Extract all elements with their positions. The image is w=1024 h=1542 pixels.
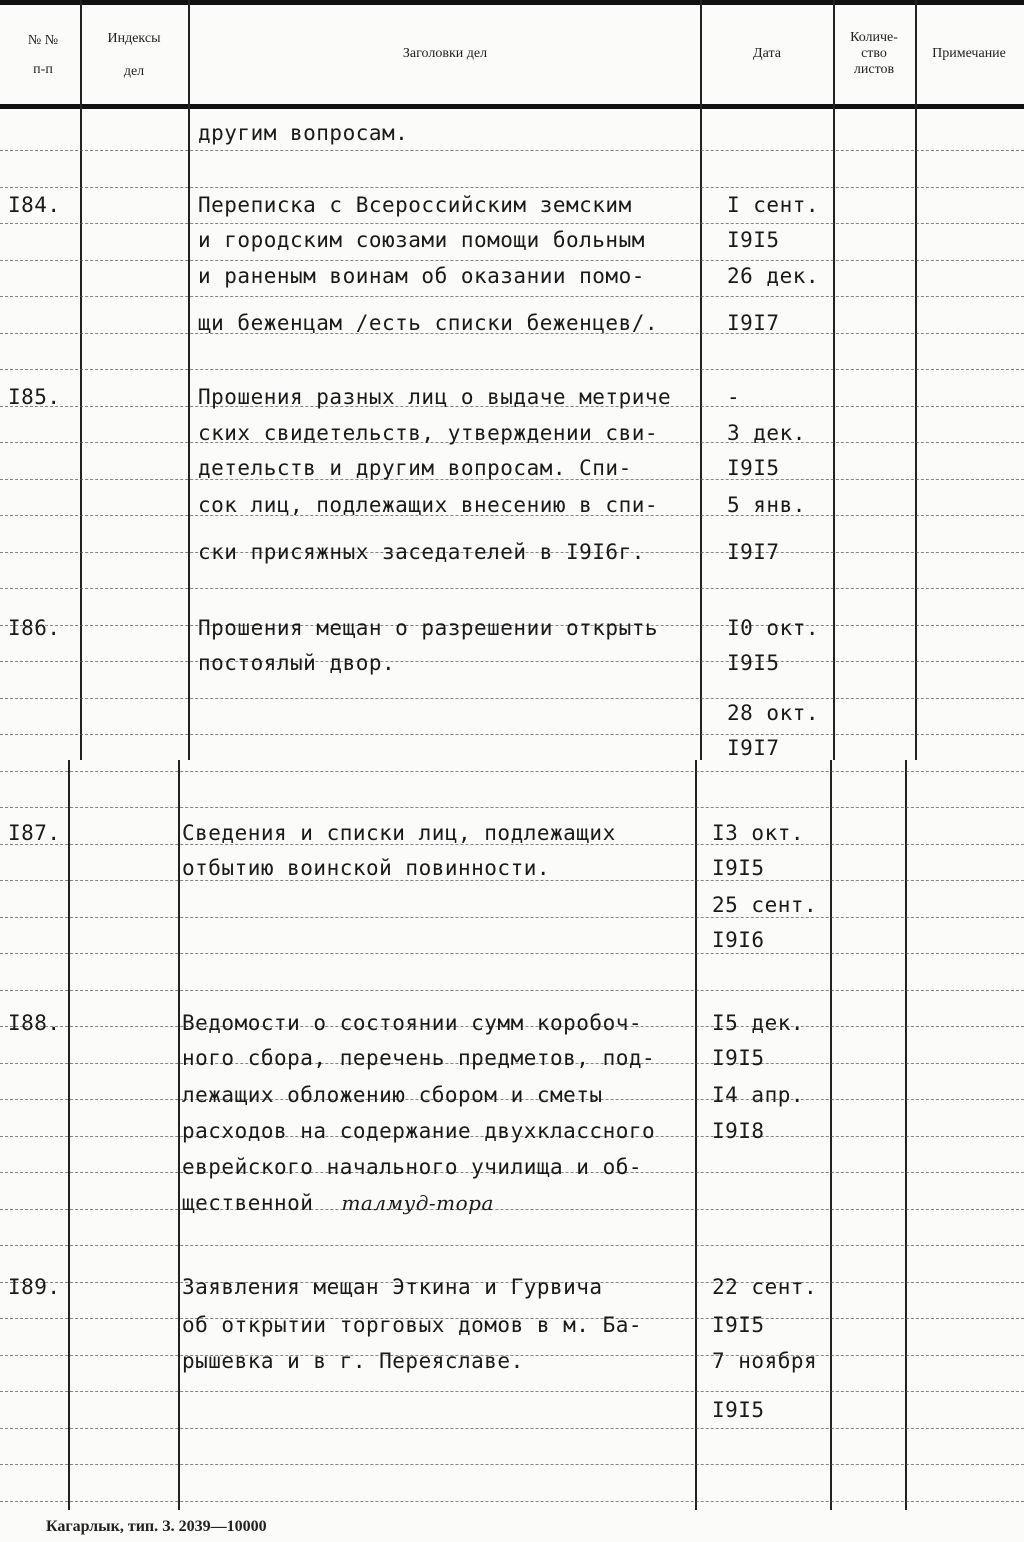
entry-date: 7 ноября xyxy=(712,1349,818,1373)
entry-date: I9I5 xyxy=(712,1046,765,1070)
row-rule xyxy=(0,917,1024,919)
row-rule xyxy=(0,807,1024,809)
row-rule xyxy=(0,990,1024,992)
entry-number: I84. xyxy=(8,193,61,217)
entry-date: - xyxy=(727,385,741,409)
entry-date: I0 окт. xyxy=(727,616,820,640)
row-rule xyxy=(0,1209,1024,1211)
entry-title-line: Сведения и списки лиц, подлежащих xyxy=(182,821,616,845)
entry-title-line: еврейского начального училища и об- xyxy=(182,1155,643,1179)
entry-title-line: детельств и другим вопросам. Спи- xyxy=(198,456,632,480)
entry-number: I87. xyxy=(8,821,61,845)
entry-date: 3 дек. xyxy=(727,421,806,445)
entry-title-line: Прошения разных лиц о выдаче метриче xyxy=(198,385,672,409)
header-sheets-line1: Количе- xyxy=(850,30,898,45)
row-rule xyxy=(0,880,1024,882)
column-divider xyxy=(915,0,917,760)
entry-title-line: Заявления мещан Эткина и Гурвича xyxy=(182,1275,603,1299)
column-divider xyxy=(80,0,82,760)
entry-date: I9I5 xyxy=(727,651,780,675)
column-divider xyxy=(905,760,907,1510)
row-rule xyxy=(0,1245,1024,1247)
top-rule xyxy=(0,0,1024,5)
entry-date: 25 сент. xyxy=(712,893,818,917)
entry-date: I9I5 xyxy=(727,456,780,480)
header-num xyxy=(8,32,78,78)
row-rule xyxy=(0,260,1024,262)
header-num-line2: п-п xyxy=(33,62,53,77)
entry-date: 28 окт. xyxy=(727,701,820,725)
entry-title-line: ских свидетельств, утверждении сви- xyxy=(198,421,659,445)
entry-title-line: сок лиц, подлежащих внесению в спи- xyxy=(198,493,659,517)
printer-footer: Кагарлык, тип. З. 2039—10000 xyxy=(46,1518,267,1535)
row-rule xyxy=(0,187,1024,189)
row-rule xyxy=(0,1428,1024,1430)
entry-date: 22 сент. xyxy=(712,1275,818,1299)
entry-number: I89. xyxy=(8,1275,61,1299)
entry-title-line: щественной талмуд-тора xyxy=(182,1191,494,1215)
entry-date: I3 окт. xyxy=(712,821,805,845)
column-divider xyxy=(178,760,180,1510)
entry-date: I9I5 xyxy=(712,1398,765,1422)
header-rule xyxy=(0,104,1024,109)
column-divider xyxy=(188,0,190,760)
header-sheets xyxy=(834,30,914,78)
row-rule xyxy=(0,734,1024,736)
entry-number: I88. xyxy=(8,1011,61,1035)
row-rule xyxy=(0,953,1024,955)
entry-number: I86. xyxy=(8,616,61,640)
entry-title-line: другим вопросам. xyxy=(198,121,409,145)
entry-title-line: щи беженцам /есть списки беженцев/. xyxy=(198,311,659,335)
column-divider xyxy=(68,760,70,1510)
column-divider xyxy=(695,760,697,1510)
column-divider xyxy=(700,0,702,760)
entry-title-line: постоялый двор. xyxy=(198,651,396,675)
row-rule xyxy=(0,296,1024,298)
entry-date: I9I6 xyxy=(712,928,765,952)
entry-title-line: об открытии торговых домов в м. Ба- xyxy=(182,1313,643,1337)
entry-title-line: и раненым воинам об оказании помо- xyxy=(198,264,645,288)
entry-title-line: ски присяжных заседателей в I9I6г. xyxy=(198,540,645,564)
header-title: Заголовки дел xyxy=(402,46,488,61)
entry-title-line: и городским союзами помощи больным xyxy=(198,228,645,252)
entry-date: I5 дек. xyxy=(712,1011,805,1035)
entry-title-line: рышевка и в г. Переяславе. xyxy=(182,1349,524,1373)
entry-title-line: отбытию воинской повинности. xyxy=(182,856,551,880)
header-index-line1: Индексы xyxy=(107,31,161,46)
row-rule xyxy=(0,698,1024,700)
row-rule xyxy=(0,150,1024,152)
row-rule xyxy=(0,771,1024,773)
entry-title-line: Ведомости о состоянии сумм коробоч- xyxy=(182,1011,643,1035)
header-date: Дата xyxy=(753,46,781,61)
entry-date: I9I7 xyxy=(727,540,780,564)
column-divider xyxy=(830,760,832,1510)
row-rule xyxy=(0,1501,1024,1503)
row-rule xyxy=(0,661,1024,663)
entry-title-line: лежащих обложению сбором и сметы xyxy=(182,1083,603,1107)
entry-date: I сент. xyxy=(727,193,820,217)
row-rule xyxy=(0,223,1024,225)
entry-date: I9I5 xyxy=(712,856,765,880)
row-rule xyxy=(0,1464,1024,1466)
entry-date: I9I5 xyxy=(712,1313,765,1337)
row-rule xyxy=(0,1391,1024,1393)
header-index-line2: дел xyxy=(123,64,145,79)
entry-number: I85. xyxy=(8,385,61,409)
entry-date: I9I7 xyxy=(727,736,780,760)
header-index xyxy=(84,30,184,80)
entry-date: I9I7 xyxy=(727,311,780,335)
entry-title-line: Прошения мещан о разрешении открыть xyxy=(198,616,659,640)
row-rule xyxy=(0,588,1024,590)
entry-date: I9I8 xyxy=(712,1119,765,1143)
header-num-line1: № № xyxy=(27,33,59,48)
entry-title-line: ного сбора, перечень предметов, под- xyxy=(182,1046,656,1070)
header-sheets-line2: ство xyxy=(861,46,887,61)
entry-date: 5 янв. xyxy=(727,493,806,517)
entry-date: I9I5 xyxy=(727,228,780,252)
entry-title-line: расходов на содержание двухклассного xyxy=(182,1119,656,1143)
header-sheets-line3: листов xyxy=(853,62,895,77)
header-note: Примечание xyxy=(932,46,1006,61)
entry-date: 26 дек. xyxy=(727,264,820,288)
row-rule xyxy=(0,369,1024,371)
entry-date: I4 апр. xyxy=(712,1083,805,1107)
column-divider xyxy=(833,0,835,760)
handwritten-annotation: талмуд-тора xyxy=(341,1191,494,1215)
entry-title-line: Переписка с Всероссийским земским xyxy=(198,193,632,217)
